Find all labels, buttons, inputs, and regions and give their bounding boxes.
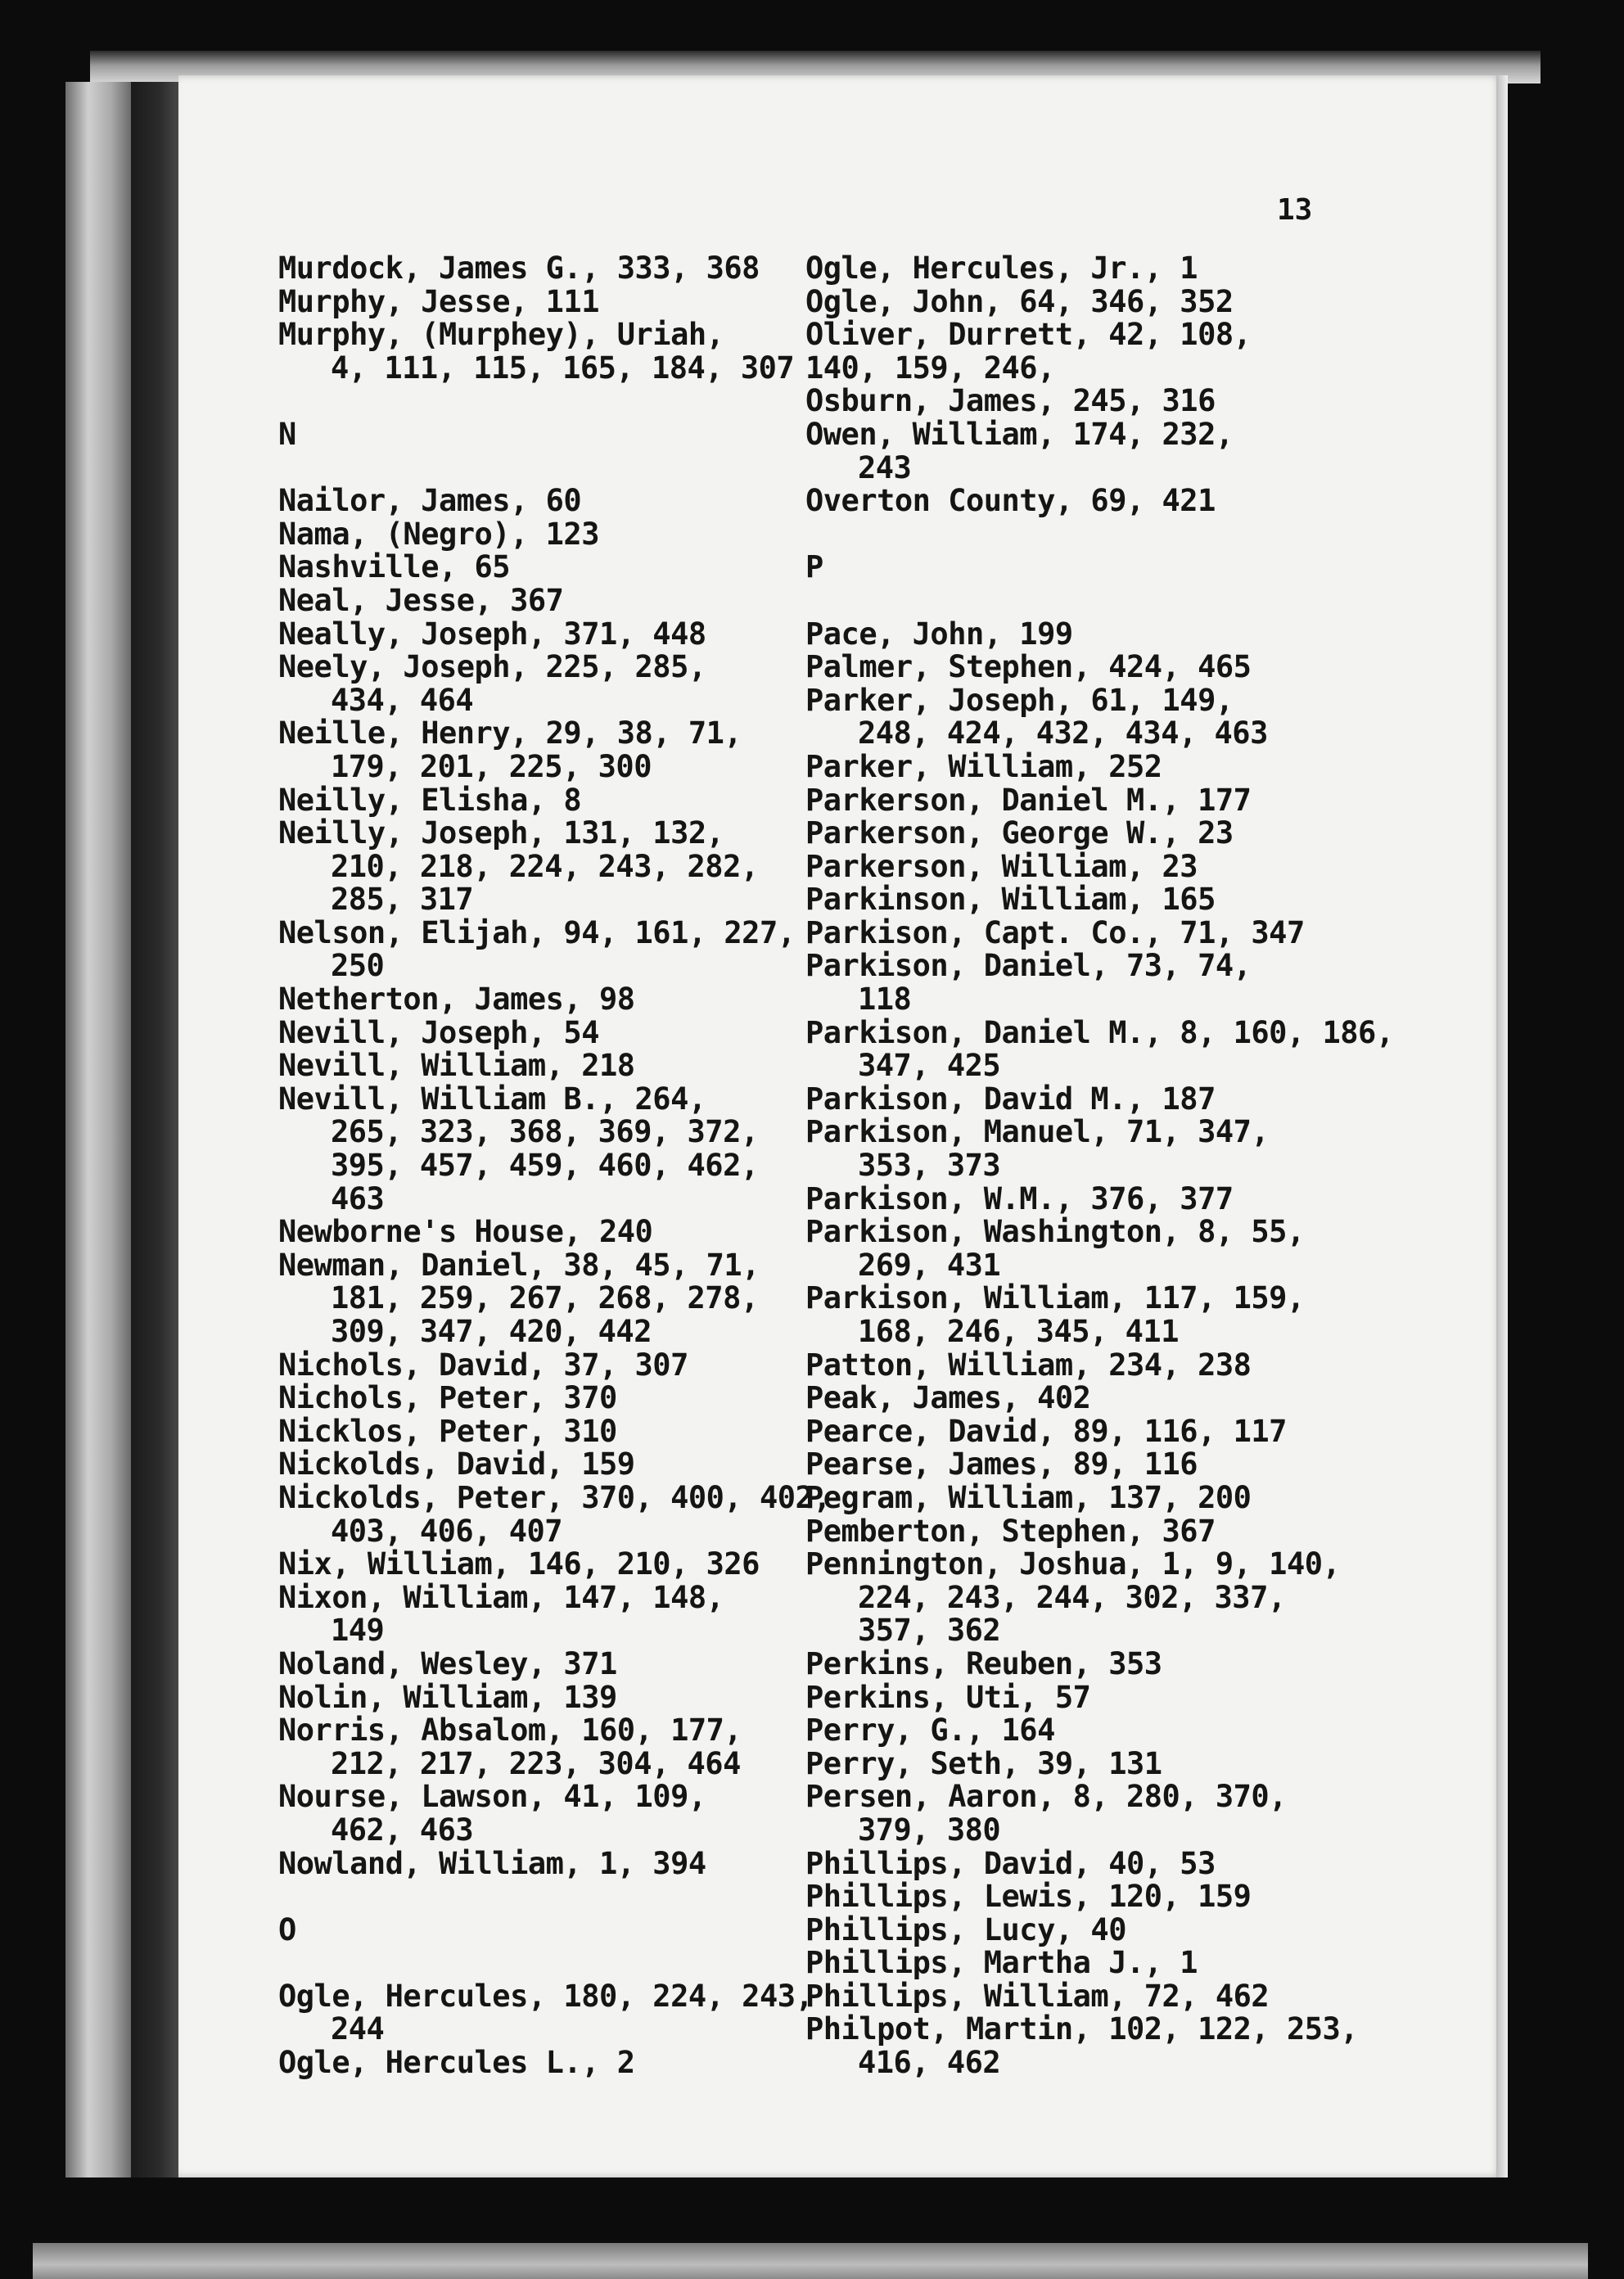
- index-entry-continuation: 244: [331, 2011, 385, 2047]
- index-entry: Parkison, William, 117, 159,: [805, 1280, 1305, 1316]
- index-entry-continuation: 353, 373: [858, 1148, 1001, 1184]
- index-entry: Nix, William, 146, 210, 326: [278, 1546, 760, 1582]
- index-entry: Nowland, William, 1, 394: [278, 1845, 706, 1881]
- index-entry: Neilly, Joseph, 131, 132,: [278, 815, 724, 851]
- index-entry-continuation: 118: [858, 982, 912, 1018]
- index-entry: Neilly, Elisha, 8: [278, 782, 582, 818]
- index-entry: Parkerson, Daniel M., 177: [805, 782, 1252, 818]
- index-entry: Nevill, William B., 264,: [278, 1081, 706, 1117]
- index-entry-continuation: 149: [331, 1613, 385, 1649]
- index-entry: 140, 159, 246,: [805, 350, 1055, 386]
- index-entry: Nickolds, David, 159: [278, 1446, 635, 1482]
- index-entry-continuation: 4, 111, 115, 165, 184, 307: [331, 350, 795, 386]
- index-entry: Murphy, Jesse, 111: [278, 283, 599, 319]
- index-entry: Philpot, Martin, 102, 122, 253,: [805, 2011, 1359, 2047]
- index-entry: Pennington, Joshua, 1, 9, 140,: [805, 1546, 1341, 1582]
- index-entry: Ogle, Hercules, Jr., 1: [805, 250, 1198, 286]
- index-entry: Nichols, Peter, 370: [278, 1380, 617, 1416]
- index-entry: Netherton, James, 98: [278, 982, 635, 1018]
- index-entry: Noland, Wesley, 371: [278, 1645, 617, 1681]
- index-entry: Nama, (Negro), 123: [278, 516, 599, 552]
- index-entry: Parkison, David M., 187: [805, 1081, 1216, 1117]
- index-entry: Phillips, Lucy, 40: [805, 1911, 1126, 1947]
- index-entry-continuation: 248, 424, 432, 434, 463: [858, 715, 1268, 751]
- index-entry: Persen, Aaron, 8, 280, 370,: [805, 1779, 1287, 1815]
- index-entry: Neally, Joseph, 371, 448: [278, 616, 706, 652]
- index-entry: Peak, James, 402: [805, 1380, 1091, 1416]
- index-entry: Norris, Absalom, 160, 177,: [278, 1713, 742, 1749]
- index-column-left: [278, 252, 868, 2080]
- index-entry-continuation: 395, 457, 459, 460, 462,: [331, 1148, 759, 1184]
- index-entry: Nevill, Joseph, 54: [278, 1014, 599, 1050]
- index-entry: Ogle, Hercules L., 2: [278, 2045, 635, 2081]
- blank-line: [278, 385, 868, 418]
- section-letter: O: [278, 1911, 296, 1947]
- blank-line: [278, 1880, 868, 1914]
- index-entry-continuation: 403, 406, 407: [331, 1513, 563, 1549]
- index-entry: Nourse, Lawson, 41, 109,: [278, 1779, 706, 1815]
- index-entry-continuation: 309, 347, 420, 442: [331, 1314, 652, 1349]
- index-entry: Parker, William, 252: [805, 748, 1162, 784]
- index-entry: Parkinson, William, 165: [805, 882, 1216, 918]
- index-entry: Parkison, Capt. Co., 71, 347: [805, 914, 1305, 950]
- index-entry-continuation: 168, 246, 345, 411: [858, 1314, 1179, 1349]
- index-entry: Nixon, William, 147, 148,: [278, 1579, 724, 1615]
- index-entry: Perry, Seth, 39, 131: [805, 1745, 1162, 1781]
- binding-strip: [65, 82, 131, 2177]
- index-entry: Parkison, Daniel, 73, 74,: [805, 948, 1252, 984]
- index-entry-continuation: 265, 323, 368, 369, 372,: [331, 1114, 759, 1150]
- index-entry: Patton, William, 234, 238: [805, 1347, 1252, 1383]
- index-entry: Perkins, Reuben, 353: [805, 1645, 1162, 1681]
- index-entry: Parkison, W.M., 376, 377: [805, 1180, 1234, 1216]
- index-entry: Nelson, Elijah, 94, 161, 227,: [278, 914, 796, 950]
- index-entry: Parker, Joseph, 61, 149,: [805, 682, 1234, 718]
- index-entry: Phillips, David, 40, 53: [805, 1845, 1216, 1881]
- index-entry-continuation: 250: [331, 948, 385, 984]
- index-entry-continuation: 181, 259, 267, 268, 278,: [331, 1280, 759, 1316]
- index-entry: Murdock, James G., 333, 368: [278, 250, 760, 286]
- index-entry: Pearce, David, 89, 116, 117: [805, 1413, 1287, 1449]
- index-entry: Parkerson, William, 23: [805, 848, 1198, 884]
- index-entry: Parkison, Washington, 8, 55,: [805, 1214, 1305, 1250]
- index-entry: Overton County, 69, 421: [805, 483, 1216, 519]
- index-entry-continuation: 347, 425: [858, 1048, 1001, 1084]
- section-letter: N: [278, 416, 296, 452]
- index-entry-continuation: 357, 362: [858, 1613, 1001, 1649]
- index-entry: Nolin, William, 139: [278, 1679, 617, 1715]
- page-number: 13: [1277, 193, 1313, 227]
- blank-line: [805, 518, 1378, 552]
- blank-line: [278, 452, 868, 485]
- index-entry: Nicklos, Peter, 310: [278, 1413, 617, 1449]
- index-entry: Nashville, 65: [278, 549, 511, 585]
- index-entry: Newman, Daniel, 38, 45, 71,: [278, 1247, 760, 1283]
- index-entry-continuation: 285, 317: [331, 882, 474, 918]
- index-entry: Pearse, James, 89, 116: [805, 1446, 1198, 1482]
- index-entry: Phillips, Lewis, 120, 159: [805, 1879, 1252, 1915]
- index-entry: Pace, John, 199: [805, 616, 1073, 652]
- blank-line: [278, 1947, 868, 1980]
- index-entry-continuation: 269, 431: [858, 1247, 1001, 1283]
- index-entry: Ogle, John, 64, 346, 352: [805, 283, 1234, 319]
- index-entry: Owen, William, 174, 232,: [805, 416, 1234, 452]
- index-entry: Phillips, Martha J., 1: [805, 1945, 1198, 1981]
- index-entry-continuation: 210, 218, 224, 243, 282,: [331, 848, 759, 884]
- index-entry: Neille, Henry, 29, 38, 71,: [278, 715, 742, 751]
- index-entry: Palmer, Stephen, 424, 465: [805, 649, 1252, 685]
- index-entry-continuation: 224, 243, 244, 302, 337,: [858, 1579, 1286, 1615]
- index-entry: Perkins, Uti, 57: [805, 1679, 1091, 1715]
- index-entry-continuation: 434, 464: [331, 682, 474, 718]
- index-entry: Phillips, William, 72, 462: [805, 1978, 1270, 2014]
- index-entry: Oliver, Durrett, 42, 108,: [805, 317, 1252, 353]
- index-entry-continuation: 212, 217, 223, 304, 464: [331, 1745, 741, 1781]
- index-column-right: [805, 250, 1394, 2081]
- blank-line: [805, 584, 1378, 618]
- index-entry-continuation: 179, 201, 225, 300: [331, 748, 652, 784]
- index-entry: Neely, Joseph, 225, 285,: [278, 649, 706, 685]
- index-entry: Pegram, William, 137, 200: [805, 1479, 1252, 1515]
- index-entry: Pemberton, Stephen, 367: [805, 1513, 1216, 1549]
- page-edge: [1496, 75, 1508, 2177]
- index-entry: Ogle, Hercules, 180, 224, 243,: [278, 1978, 814, 2014]
- index-entry-continuation: 379, 380: [858, 1812, 1001, 1848]
- index-entry: Perry, G., 164: [805, 1713, 1055, 1749]
- index-entry: Parkison, Daniel M., 8, 160, 186,: [805, 1014, 1394, 1050]
- index-entry: Parkerson, George W., 23: [805, 815, 1234, 851]
- index-entry-continuation: 416, 462: [858, 2045, 1001, 2081]
- index-entry: Parkison, Manuel, 71, 347,: [805, 1114, 1270, 1150]
- section-letter: P: [805, 549, 823, 585]
- index-entry: Neal, Jesse, 367: [278, 582, 564, 618]
- index-entry: Nailor, James, 60: [278, 483, 582, 519]
- index-entry: Nickolds, Peter, 370, 400, 402,: [278, 1479, 832, 1515]
- binding-shadow: [131, 82, 180, 2177]
- index-entry: Nevill, William, 218: [278, 1048, 635, 1084]
- index-entry: Osburn, James, 245, 316: [805, 383, 1216, 419]
- index-entry-continuation: 243: [858, 449, 912, 485]
- index-entry: Newborne's House, 240: [278, 1214, 653, 1250]
- index-entry: Nichols, David, 37, 307: [278, 1347, 688, 1383]
- index-entry: Murphy, (Murphey), Uriah,: [278, 317, 724, 353]
- index-entry-continuation: 463: [331, 1180, 385, 1216]
- film-edge-bottom: [33, 2243, 1588, 2279]
- index-entry-continuation: 462, 463: [331, 1812, 474, 1848]
